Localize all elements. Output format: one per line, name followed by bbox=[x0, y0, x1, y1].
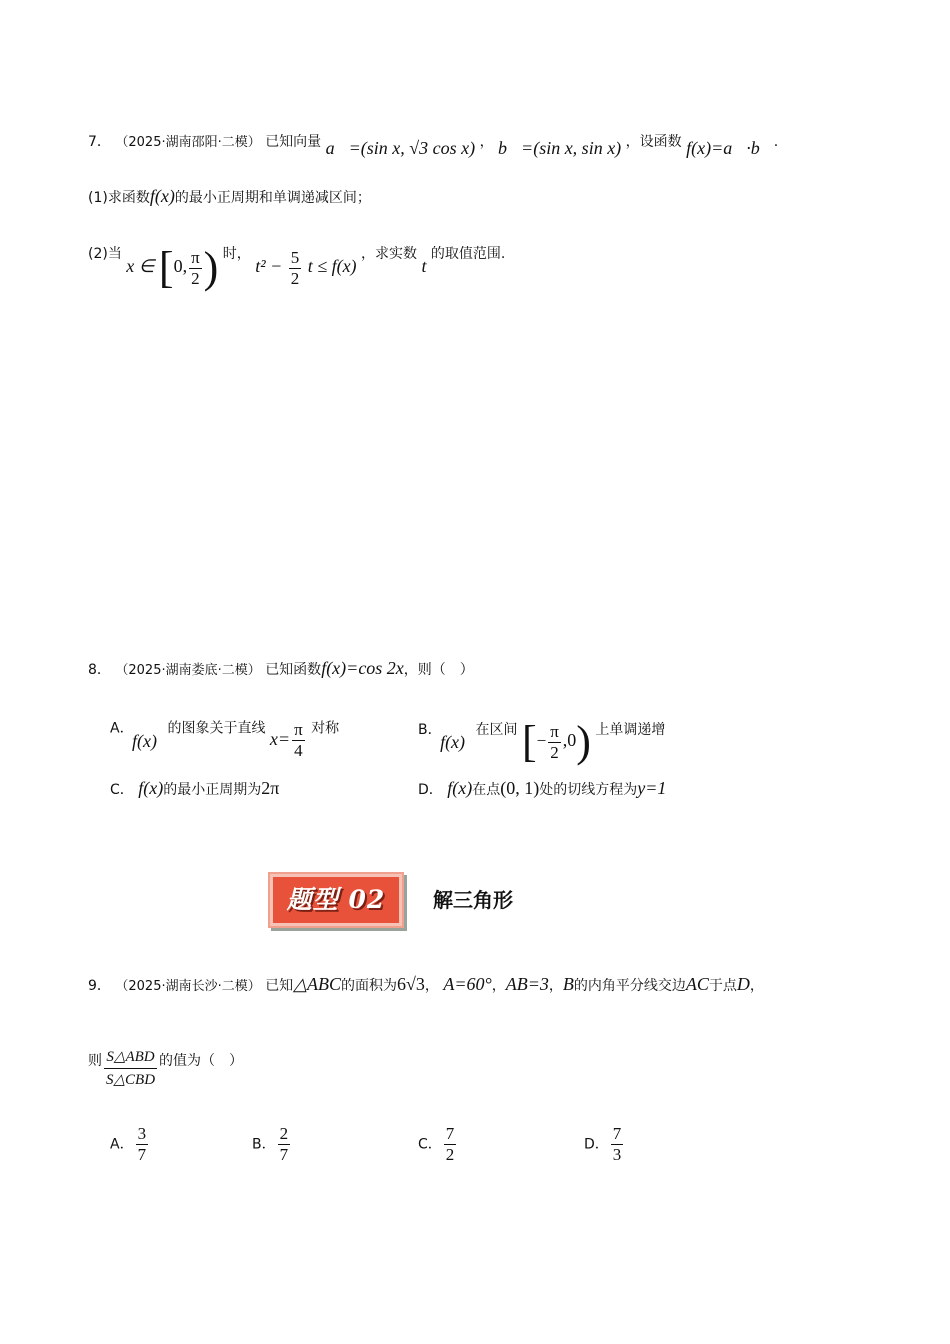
q8-option-c[interactable] bbox=[110, 778, 279, 799]
q7-five-halves bbox=[289, 248, 302, 289]
q9-d-den: 3 bbox=[612, 1145, 622, 1164]
q8-c-label: C． bbox=[110, 782, 134, 798]
q7-part2 bbox=[88, 232, 506, 292]
q9-ratio bbox=[104, 1046, 157, 1091]
q8-a-tail: 对称 bbox=[311, 720, 340, 737]
q7-p1-fx: f(x) bbox=[149, 186, 175, 206]
q9-a-fraction bbox=[136, 1124, 149, 1165]
q9-number: 9． bbox=[88, 978, 111, 994]
q9-text4: 于点 bbox=[708, 978, 737, 994]
q7-p2-text2: 时， bbox=[222, 246, 251, 262]
q7-text2: ，设函数 bbox=[625, 134, 682, 150]
q8-a-pi-over-4 bbox=[292, 720, 305, 761]
q7-p2-tail: 的取值范围. bbox=[430, 246, 506, 262]
q9-a-num: 3 bbox=[137, 1124, 147, 1143]
q7-ineq-b: t ≤ f(x) bbox=[307, 256, 357, 276]
q9-d-label: D． bbox=[584, 1136, 609, 1153]
q8-c-text: 的最小正周期为 bbox=[163, 782, 262, 798]
q8-a-num: π bbox=[294, 720, 303, 739]
q9-area: 6√3 bbox=[397, 974, 425, 994]
q8-b-text: 在区间 bbox=[475, 722, 518, 738]
q9-text5: ， bbox=[749, 978, 764, 994]
q8-b-tail: 上单调递增 bbox=[595, 722, 666, 738]
q8-b-den: 2 bbox=[550, 742, 559, 762]
section-badge bbox=[268, 872, 404, 928]
q9-c-den: 2 bbox=[445, 1145, 455, 1164]
q9-a-label: A． bbox=[110, 1136, 134, 1153]
q8-d-text1: 在点 bbox=[472, 782, 501, 798]
q8-option-b[interactable] bbox=[418, 708, 666, 766]
left-bracket-icon: [ bbox=[521, 717, 537, 766]
q8-d-label: D． bbox=[418, 782, 443, 798]
q7-interval-zero: 0, bbox=[173, 256, 188, 276]
q8-b-label: B． bbox=[418, 722, 442, 738]
q8-c-fx: f(x) bbox=[138, 778, 164, 798]
q9-a-den: 7 bbox=[137, 1145, 147, 1164]
q8-d-point: (0, 1) bbox=[500, 778, 540, 798]
q9-option-c[interactable] bbox=[418, 1124, 458, 1165]
q8-tail: ，则（ ） bbox=[403, 662, 474, 678]
q8-source: （2025·湖南娄底·二模） bbox=[115, 663, 261, 678]
q7-p1-label: (1) bbox=[88, 190, 108, 206]
q8-b-fx: f(x) bbox=[440, 732, 466, 752]
q9-ac: AC bbox=[685, 974, 709, 994]
q7-p1-tail: 的最小正周期和单调递减区间； bbox=[174, 190, 371, 206]
q9-c-fraction bbox=[444, 1124, 457, 1165]
q9-option-a[interactable] bbox=[110, 1124, 150, 1165]
q9-sep1: ， bbox=[424, 978, 439, 994]
q8-option-a[interactable] bbox=[110, 708, 340, 760]
q8-b-zero: ,0 bbox=[562, 730, 577, 750]
right-paren-icon: ) bbox=[576, 717, 591, 766]
q7-source: （2025·湖南邵阳·二模） bbox=[115, 135, 261, 150]
right-paren-icon: ) bbox=[203, 243, 219, 292]
q8-b-pi-over-2 bbox=[548, 722, 561, 763]
q9-ratio-num: S△ABD bbox=[104, 1046, 156, 1069]
q9-c-label: C． bbox=[418, 1136, 442, 1153]
q9-b-label: B． bbox=[252, 1136, 276, 1153]
q7-vector-b: b⃗=(sin x, sin x) bbox=[498, 138, 622, 158]
q9-text1: 已知 bbox=[265, 978, 294, 994]
q7-sep: ， bbox=[479, 134, 494, 150]
q9-text2: 的面积为 bbox=[341, 978, 398, 994]
section-badge-text: 题型 02 bbox=[286, 885, 386, 914]
q8-function: f(x)=cos 2x bbox=[321, 658, 404, 678]
q8-b-num: π bbox=[550, 721, 559, 741]
q7-interval bbox=[158, 243, 219, 292]
q8-line1 bbox=[88, 658, 474, 679]
q8-a-text: 的图象关于直线 bbox=[167, 720, 266, 737]
q7-ineq-a: t² − bbox=[255, 256, 283, 276]
q9-line1 bbox=[88, 974, 764, 995]
q7-p2-text3: ，求实数 bbox=[361, 246, 417, 262]
q9-b-fraction bbox=[278, 1124, 291, 1165]
q8-b-minus: − bbox=[536, 731, 547, 750]
q9-b: B bbox=[562, 974, 574, 994]
q7-part1 bbox=[88, 186, 371, 207]
q7-end: . bbox=[773, 134, 779, 150]
q8-number: 8． bbox=[88, 662, 111, 678]
q7-p2-x: x ∈ bbox=[126, 256, 155, 276]
q9-sep3: ， bbox=[548, 978, 563, 994]
q9-d: D bbox=[736, 974, 750, 994]
q8-a-fx: f(x) bbox=[132, 730, 158, 751]
q9-then: 则 bbox=[88, 1052, 102, 1069]
q7-frac2-num: 5 bbox=[290, 247, 300, 267]
q9-source: （2025·湖南长沙·二模） bbox=[115, 979, 261, 994]
q7-frac-num: π bbox=[191, 247, 200, 267]
q9-c-num: 7 bbox=[445, 1124, 455, 1143]
q7-p2-t: t bbox=[421, 256, 427, 276]
q7-text: 已知向量 bbox=[265, 134, 322, 150]
q8-c-value: 2π bbox=[261, 778, 280, 798]
q7-fx-def: f(x)=a⃗·b⃗ bbox=[686, 138, 774, 158]
q9-option-d[interactable] bbox=[584, 1124, 625, 1165]
q7-vector-a: a⃗=(sin x, √3 cos x) bbox=[325, 138, 476, 158]
q7-frac2-den: 2 bbox=[290, 268, 300, 288]
q9-d-num: 7 bbox=[612, 1124, 622, 1143]
q7-line1 bbox=[88, 130, 779, 158]
q9-b-num: 2 bbox=[279, 1124, 289, 1143]
q9-b-den: 7 bbox=[279, 1145, 289, 1164]
q7-number: 7． bbox=[88, 134, 111, 150]
q8-option-d[interactable] bbox=[418, 778, 666, 799]
q8-a-label: A． bbox=[110, 720, 134, 737]
q7-p1-text: 求函数 bbox=[107, 190, 150, 206]
q7-p2-text: 当 bbox=[107, 246, 122, 262]
q8-a-eq: x= bbox=[269, 728, 291, 749]
q7-pi-over-2 bbox=[189, 248, 202, 289]
q9-triangle: △ABC bbox=[293, 974, 342, 994]
q9-line2 bbox=[88, 1046, 243, 1091]
q7-frac-den: 2 bbox=[191, 268, 200, 288]
q9-ab: AB=3 bbox=[505, 974, 549, 994]
q8-d-text2: 处的切线方程为 bbox=[539, 782, 638, 798]
q9-text3: 的内角平分线交边 bbox=[573, 978, 686, 994]
q9-d-fraction bbox=[611, 1124, 624, 1165]
q8-d-fx: f(x) bbox=[447, 778, 473, 798]
q8-a-den: 4 bbox=[294, 741, 303, 760]
q8-text: 已知函数 bbox=[265, 662, 322, 678]
q7-p2-label: (2) bbox=[88, 246, 108, 262]
q9-text6: 的值为（ ） bbox=[159, 1052, 244, 1069]
q8-b-interval bbox=[521, 717, 591, 766]
q9-ratio-den: S△CBD bbox=[106, 1072, 156, 1088]
q9-option-b[interactable] bbox=[252, 1124, 292, 1165]
left-bracket-icon: [ bbox=[158, 243, 174, 292]
section-title: 解三角形 bbox=[433, 888, 513, 912]
q8-d-eq: y=1 bbox=[637, 778, 667, 798]
q9-sep2: ， bbox=[491, 978, 506, 994]
q9-angle: A=60° bbox=[443, 974, 492, 994]
